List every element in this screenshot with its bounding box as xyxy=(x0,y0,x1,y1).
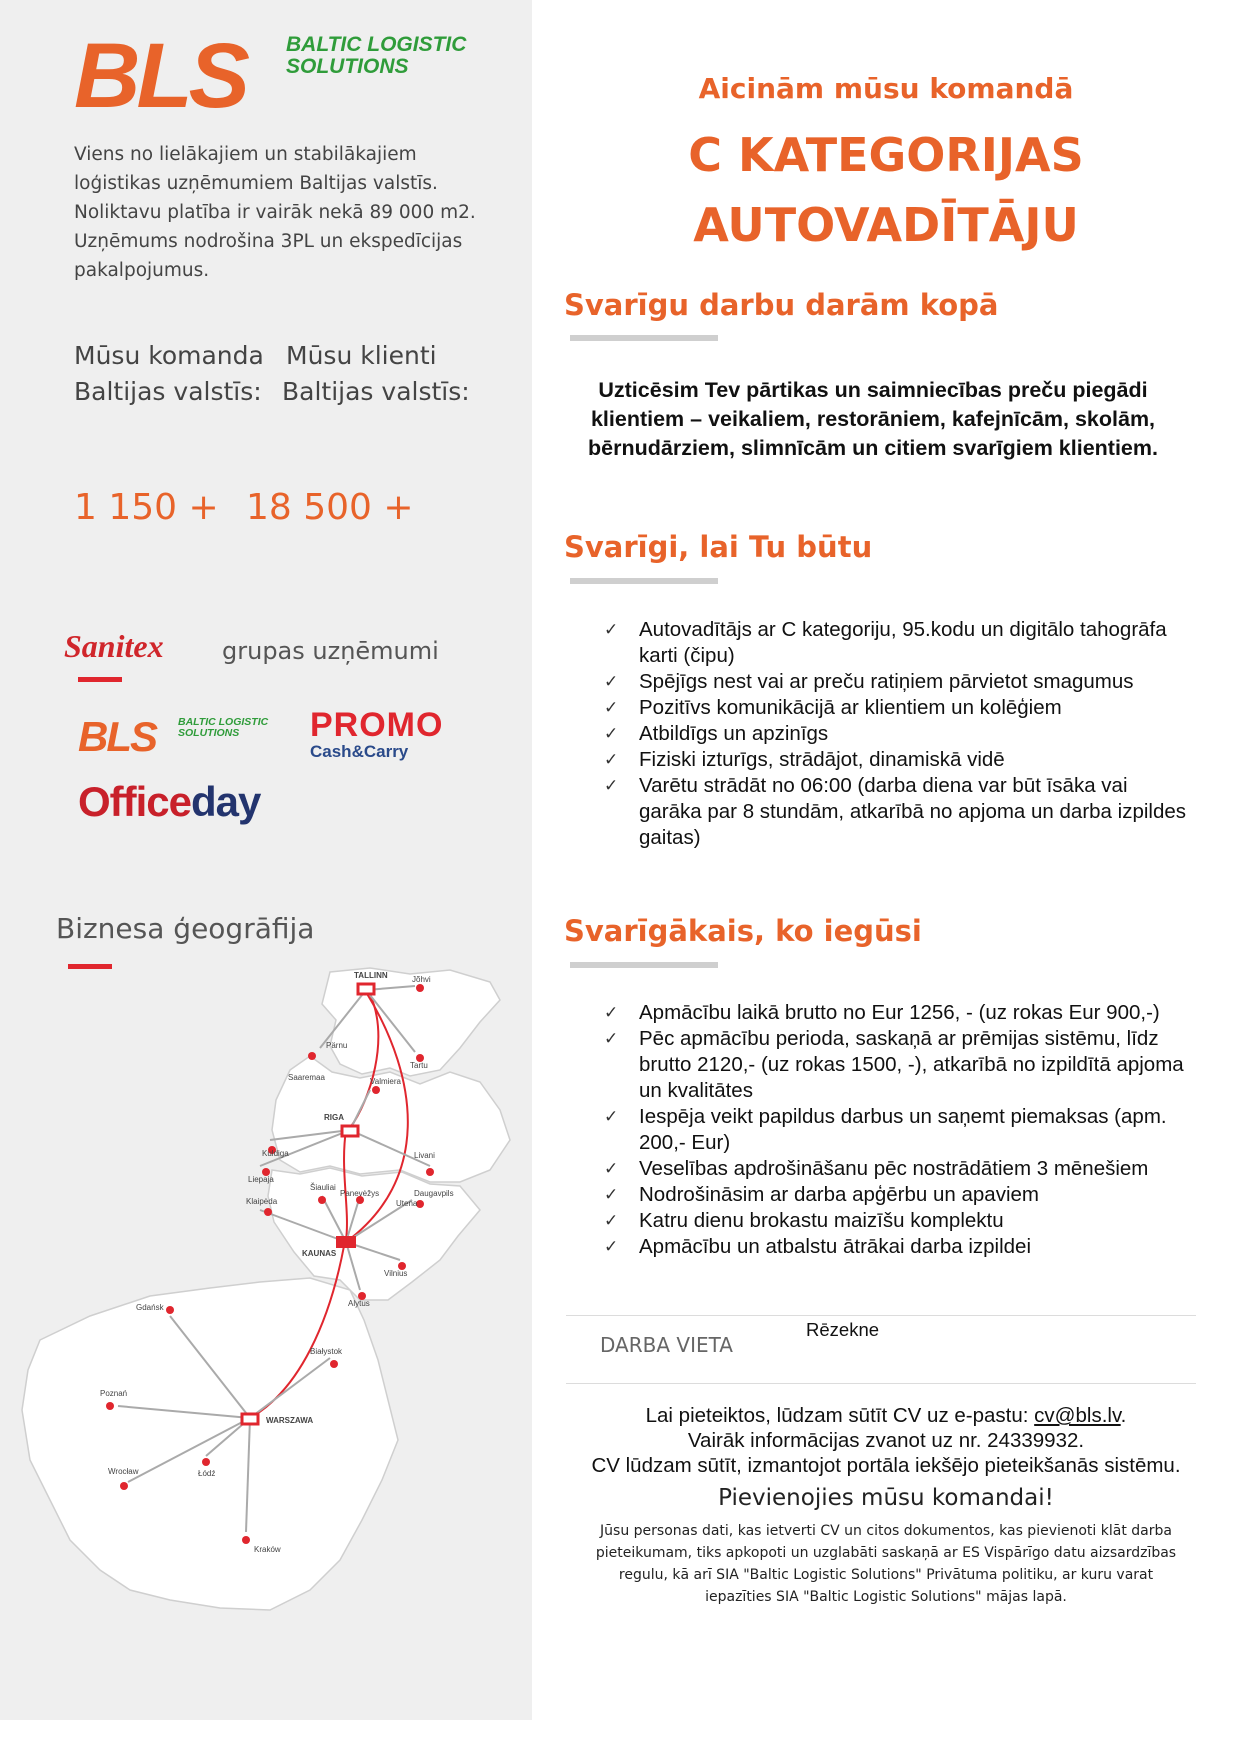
list-item-text: Atbildīgs un apzinīgs xyxy=(639,722,829,745)
bls-logo-name-line1: BALTIC LOGISTIC xyxy=(286,33,467,56)
apply-line1 xyxy=(532,1403,1240,1428)
apply-line1-end: . xyxy=(1120,1404,1127,1427)
promo-logo xyxy=(310,708,443,762)
list-item-text: Veselības apdrošināšanu pēc nostrādātiem 3 mēnešiem xyxy=(639,1157,1149,1180)
pin-icon xyxy=(416,984,424,992)
pin-icon xyxy=(166,1306,174,1314)
list-item-text: Autovadītājs ar C kategoriju, 95.kodu un digitālo tahogrāfa karti (čipu) xyxy=(639,618,1167,667)
pin-icon xyxy=(242,1536,250,1544)
divider xyxy=(566,1383,1196,1384)
list-item-text: Spējīgs nest vai ar preču ratiņiem pārvietot smagumus xyxy=(639,670,1134,693)
check-icon: ✓ xyxy=(604,724,619,743)
city-label: Łódź xyxy=(198,1469,216,1478)
requirements-list xyxy=(604,617,1194,851)
list-item xyxy=(604,1234,1194,1260)
section-title: Svarīgi, lai Tu būtu xyxy=(564,530,873,564)
pin-icon xyxy=(330,1360,338,1368)
apply-line1-text: Lai pieteiktos, lūdzam sūtīt CV uz e-pastu: xyxy=(645,1404,1035,1427)
city-label: Šiauliai xyxy=(310,1183,336,1192)
team-label-line2: Baltijas valstīs: xyxy=(74,377,262,406)
join-team-text: Pievienojies mūsu komandai! xyxy=(718,1485,1054,1511)
intro-line: pakalpojumus. xyxy=(74,260,210,281)
business-geography-map xyxy=(10,960,530,1620)
city-label: Gdańsk xyxy=(136,1303,164,1312)
benefits-list xyxy=(604,1000,1194,1260)
bls-logo-letters: BLS xyxy=(74,25,246,127)
list-item xyxy=(604,617,1194,669)
poland-shape xyxy=(22,1278,398,1610)
list-item xyxy=(604,1182,1194,1208)
check-icon: ✓ xyxy=(604,672,619,691)
check-icon: ✓ xyxy=(604,1003,619,1022)
bls-small-logo xyxy=(78,713,269,761)
job-title xyxy=(532,120,1240,260)
city-label: RIGA xyxy=(324,1113,344,1122)
list-item xyxy=(604,669,1194,695)
list-item xyxy=(604,721,1194,747)
officeday-part-b: day xyxy=(191,778,261,825)
team-label xyxy=(74,338,264,410)
list-item-text: Pēc apmācību perioda, saskaņā ar prēmijas sistēmu, līdz brutto 2120,- (uz rokas 1500, -), atkarībā no izpildītā apjoma un kvalitātes xyxy=(639,1027,1184,1102)
city-label: Pärnu xyxy=(326,1041,348,1050)
city-label: KAUNAS xyxy=(302,1249,337,1258)
promo-text: PROMO xyxy=(310,706,444,744)
check-icon: ✓ xyxy=(604,1029,619,1048)
list-item-text: Fiziski izturīgs, strādājot, dinamiskā vidē xyxy=(639,748,1005,771)
list-item xyxy=(604,1208,1194,1234)
bls-small-name: BALTIC LOGISTIC SOLUTIONS xyxy=(178,716,269,739)
list-item-text: Iespēja veikt papildus darbus un saņemt piemaksas (apm. 200,- Eur) xyxy=(639,1105,1167,1154)
clients-value: 18 500 + xyxy=(246,487,414,528)
check-icon: ✓ xyxy=(604,1237,619,1256)
clients-label-line1: Mūsu klienti xyxy=(286,341,437,370)
city-label: Saaremaa xyxy=(288,1073,325,1082)
sanitex-logo: Sanitex xyxy=(64,628,164,664)
section-underline xyxy=(570,335,718,341)
bls-logo-name-line2: SOLUTIONS xyxy=(286,55,409,78)
city-label: Tartu xyxy=(410,1061,428,1070)
hub-warszawa xyxy=(242,1414,258,1424)
city-label: Alytus xyxy=(348,1299,370,1308)
invite-line: Aicinām mūsu komandā xyxy=(698,72,1074,105)
check-icon: ✓ xyxy=(604,1211,619,1230)
list-item-text: Apmācību laikā brutto no Eur 1256, - (uz rokas Eur 900,-) xyxy=(639,1001,1160,1024)
list-item-text: Varētu strādāt no 06:00 (darba diena var būt īsāka vai garāka par 8 stundām, atkarībā no apjoma un darba izpildes gaitas) xyxy=(639,774,1187,849)
list-item xyxy=(604,747,1194,773)
section-title: Svarīgu darbu darām kopā xyxy=(564,288,999,322)
pin-icon xyxy=(264,1208,272,1216)
promo-sub: Cash&Carry xyxy=(310,742,409,761)
group-label: grupas uzņēmumi xyxy=(222,637,439,665)
check-icon: ✓ xyxy=(604,1185,619,1204)
city-label: Valmiera xyxy=(370,1077,401,1086)
city-label: Poznań xyxy=(100,1389,128,1398)
section1-text: Uzticēsim Tev pārtikas un saimniecības preču piegādi klientiem – veikaliem, restorāniem, kafejnīcām, skolām, bērnudārziem, slimnīcām un citiem svarīgiem klientiem. xyxy=(588,378,1158,460)
pin-icon xyxy=(426,1168,434,1176)
check-icon: ✓ xyxy=(604,1159,619,1178)
list-item xyxy=(604,773,1194,851)
apply-line2: Vairāk informācijas zvanot uz nr. 24339932. xyxy=(687,1429,1085,1452)
list-item xyxy=(604,1026,1194,1104)
geo-title: Biznesa ģeogrāfija xyxy=(56,912,315,945)
list-item-text: Pozitīvs komunikācijā ar klientiem un kolēģiem xyxy=(639,696,1062,719)
apply-info xyxy=(532,1403,1240,1478)
list-item xyxy=(604,1156,1194,1182)
section-title: Svarīgākais, ko iegūsi xyxy=(564,914,922,948)
city-label: TALLINN xyxy=(354,971,388,980)
left-panel xyxy=(0,0,532,1720)
city-label: WARSZAWA xyxy=(266,1416,314,1425)
list-item-text: Katru dienu brokastu maizīšu komplektu xyxy=(639,1209,1004,1232)
red-accent-bar xyxy=(78,677,122,682)
check-icon: ✓ xyxy=(604,620,619,639)
pin-icon xyxy=(308,1052,316,1060)
clients-label-line2: Baltijas valstīs: xyxy=(282,377,470,406)
city-label: Panevėžys xyxy=(340,1189,380,1198)
list-item xyxy=(604,695,1194,721)
team-label-line1: Mūsu komanda xyxy=(74,341,264,370)
city-label: Daugavpils xyxy=(414,1189,454,1198)
email-link[interactable]: cv@bls.lv xyxy=(1034,1404,1121,1427)
list-item xyxy=(604,1104,1194,1156)
list-item-text: Nodrošināsim ar darba apģērbu un apaviem xyxy=(639,1183,1039,1206)
company-intro xyxy=(74,140,494,285)
apply-line3: CV lūdzam sūtīt, izmantojot portāla iekšējo pieteikšanās sistēmu. xyxy=(591,1454,1181,1477)
bls-logo-name xyxy=(286,34,506,78)
bls-small-letters: BLS xyxy=(78,713,156,760)
intro-line: Viens no lielākajiem un stabilākajiem xyxy=(74,144,417,165)
section-underline xyxy=(570,578,718,584)
intro-line: Uzņēmums nodrošina 3PL un ekspedīcijas xyxy=(74,231,463,252)
team-value: 1 150 + xyxy=(74,487,219,528)
estonia-shape xyxy=(322,968,500,1076)
city-label: Livani xyxy=(414,1151,435,1160)
list-item-text: Apmācību un atbalstu ātrākai darba izpildei xyxy=(639,1235,1032,1258)
city-label: Jõhvi xyxy=(412,975,431,984)
privacy-notice: Jūsu personas dati, kas ietverti CV un citos dokumentos, kas pievienoti klāt darba pieteikumam, tiks apkopoti un uzglabāti saskaņā ar ES Vispārīgo datu aizsardzības regulu, kā arī SIA "Baltic Logistic Solutions" Privātuma politiku, ar kuru varat iepazīties SIA "Baltic Logistic Solutions" mājas lapā. xyxy=(595,1523,1177,1605)
hub-riga xyxy=(342,1126,358,1136)
pin-icon xyxy=(120,1482,128,1490)
city-label: Klaipėda xyxy=(246,1197,278,1206)
pin-icon xyxy=(106,1402,114,1410)
pin-icon xyxy=(318,1196,326,1204)
workplace-value: Rēzekne xyxy=(806,1319,880,1340)
check-icon: ✓ xyxy=(604,750,619,769)
hub-kaunas xyxy=(336,1236,356,1248)
check-icon: ✓ xyxy=(604,1107,619,1126)
city-label: Kuldiga xyxy=(262,1149,289,1158)
workplace-label: DARBA VIETA xyxy=(600,1333,733,1357)
city-label: Białystok xyxy=(310,1347,343,1356)
city-label: Wrocław xyxy=(108,1467,139,1476)
city-label: Kraków xyxy=(254,1545,281,1554)
section-underline xyxy=(570,962,718,968)
clients-label xyxy=(282,338,470,410)
hub-tallinn xyxy=(358,984,374,994)
job-title-line1: C KATEGORIJAS xyxy=(688,128,1084,182)
list-item xyxy=(604,1000,1194,1026)
check-icon: ✓ xyxy=(604,698,619,717)
city-label: Liepaja xyxy=(248,1175,274,1184)
city-label: Utena xyxy=(396,1199,418,1208)
pin-icon xyxy=(202,1458,210,1466)
divider xyxy=(566,1315,1196,1316)
officeday-logo xyxy=(78,778,260,826)
officeday-part-a: Office xyxy=(78,778,192,825)
pin-icon xyxy=(372,1086,380,1094)
intro-line: Noliktavu platība ir vairāk nekā 89 000 m2. xyxy=(74,202,476,223)
city-label: Vilnius xyxy=(384,1269,408,1278)
bls-logo xyxy=(74,25,467,127)
intro-line: loģistikas uzņēmumiem Baltijas valstīs. xyxy=(74,173,438,194)
job-title-line2: AUTOVADĪTĀJU xyxy=(693,198,1079,252)
check-icon: ✓ xyxy=(604,776,619,795)
